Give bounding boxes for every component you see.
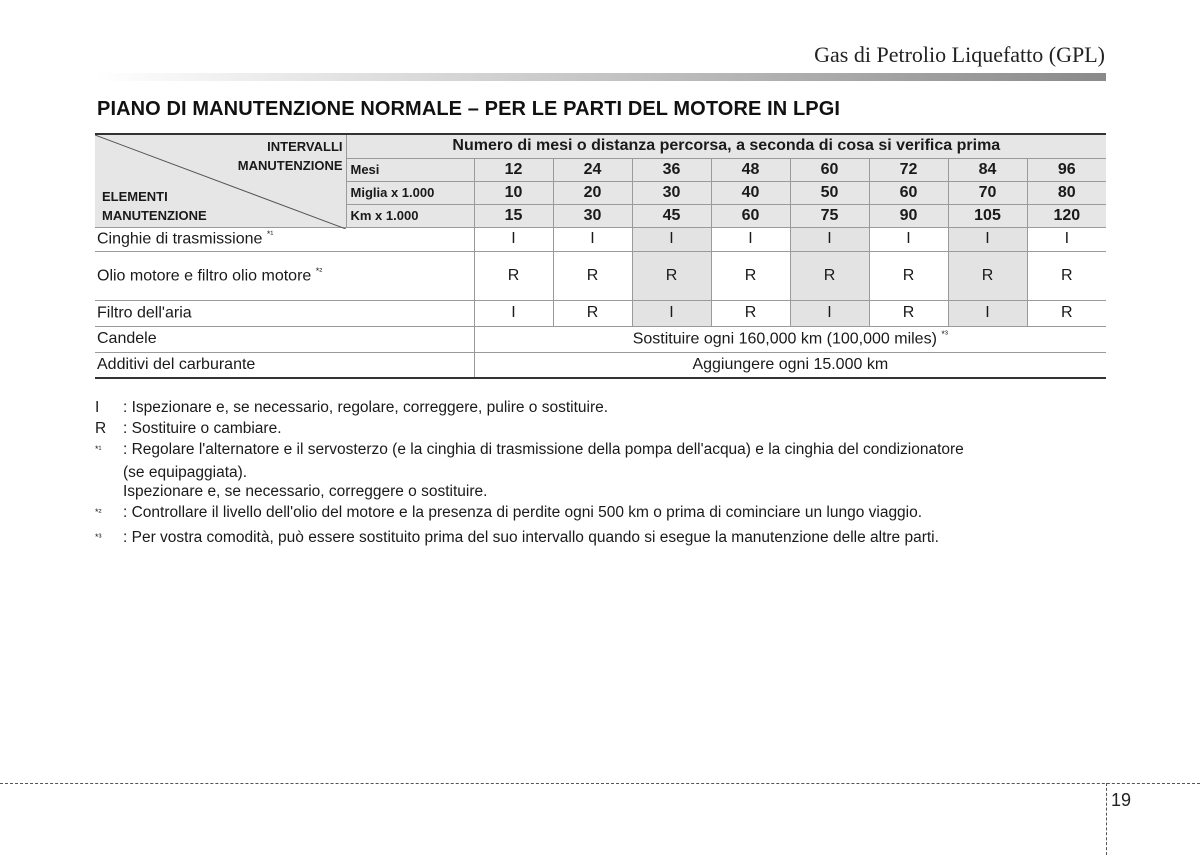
table-row [95, 352, 1106, 378]
action-cell: R [474, 251, 553, 300]
action-cell: I [474, 227, 553, 251]
interval-value: 105 [948, 204, 1027, 227]
action-cell: I [790, 227, 869, 251]
span-value: Sostituire ogni 160,000 km (100,000 miles) $^{*^3}$ [474, 326, 1106, 352]
item-name: Additivi del carburante [95, 352, 474, 378]
legend-item [95, 527, 1106, 552]
legend-item [95, 439, 1106, 464]
interval-value: 60 [711, 204, 790, 227]
interval-value: 12 [474, 158, 553, 181]
item-name: Candele [95, 326, 474, 352]
table-row [95, 300, 1106, 326]
legend-text: : Ispezionare e, se necessario, regolare, correggere, pulire o sostituire. [123, 399, 609, 416]
action-cell: I [632, 227, 711, 251]
item-name: Cinghie di trasmissione $^{*^1}$ [95, 227, 474, 251]
action-cell: R [790, 251, 869, 300]
interval-value: 72 [869, 158, 948, 181]
action-cell: I [553, 227, 632, 251]
legend-text-continuation: Ispezionare e, se necessario, correggere o sostituire. [123, 483, 488, 501]
legend-mark: I [95, 399, 100, 416]
interval-value: 30 [553, 204, 632, 227]
legend-item [95, 397, 1106, 418]
action-cell: R [1027, 300, 1106, 326]
action-cell: R [948, 251, 1027, 300]
interval-unit-months: Mesi [346, 158, 474, 181]
interval-value: 20 [553, 181, 632, 204]
legend-mark: *² [95, 507, 102, 518]
corner-label-intervals: INTERVALLI MANUTENZIONE [237, 139, 343, 173]
action-cell: R [711, 251, 790, 300]
page-number: 19 [1111, 790, 1132, 810]
action-cell: I [869, 227, 948, 251]
legend-mark: *³ [95, 532, 102, 543]
legend-text-continuation: (se equipaggiata). [123, 464, 248, 482]
action-cell: I [790, 300, 869, 326]
interval-value: 36 [632, 158, 711, 181]
interval-value: 70 [948, 181, 1027, 204]
interval-value: 10 [474, 181, 553, 204]
legend-item [95, 502, 1106, 527]
interval-value: 40 [711, 181, 790, 204]
legend-text: : Per vostra comodità, può essere sostituito prima del suo intervallo quando si esegue la manutenzione delle altre parti. [123, 529, 939, 547]
action-cell: R [632, 251, 711, 300]
interval-value: 80 [1027, 181, 1106, 204]
table-corner-header [95, 134, 346, 227]
interval-value: 48 [711, 158, 790, 181]
legend-text: : Regolare l'alternatore e il servosterzo (e la cinghia di trasmissione della pompa dell'acqua) e la cinghia del condizionatore [123, 441, 964, 458]
interval-value: 24 [553, 158, 632, 181]
interval-value: 120 [1027, 204, 1106, 227]
footer-divider [1106, 783, 1107, 855]
interval-value: 50 [790, 181, 869, 204]
section-title: Gas di Petrolio Liquefatto (GPL) [814, 42, 1105, 67]
title-rule [95, 73, 1106, 81]
page-heading: PIANO DI MANUTENZIONE NORMALE – PER LE PARTI DEL MOTORE IN LPGI [97, 98, 841, 120]
action-cell: R [869, 300, 948, 326]
action-cell: R [553, 251, 632, 300]
table-row [95, 227, 1106, 251]
action-cell: I [711, 227, 790, 251]
interval-value: 75 [790, 204, 869, 227]
footer-rule [0, 783, 1200, 784]
interval-value: 15 [474, 204, 553, 227]
interval-unit-miles: Miglia x 1.000 [346, 181, 474, 204]
interval-value: 45 [632, 204, 711, 227]
legend-mark: *¹ [95, 444, 102, 454]
interval-value: 96 [1027, 158, 1106, 181]
item-name: Olio motore e filtro olio motore $^{*^2}$ [95, 251, 474, 300]
legend-item [95, 418, 1106, 439]
legend-text: : Sostituire o cambiare. [123, 420, 282, 437]
corner-label-elements: ELEMENTI MANUTENZIONE [102, 188, 207, 223]
action-cell: I [948, 227, 1027, 251]
legend-text: : Controllare il livello dell'olio del motore e la presenza di perdite ogni 500 km o prima di cominciare un lungo viaggio. [123, 504, 923, 522]
action-cell: I [1027, 227, 1106, 251]
legend-mark: R [95, 420, 107, 437]
maintenance-table [95, 133, 1106, 379]
interval-value: 84 [948, 158, 1027, 181]
table-main-header: Numero di mesi o distanza percorsa, a seconda di cosa si verifica prima [346, 134, 1106, 158]
action-cell: R [553, 300, 632, 326]
interval-value: 60 [790, 158, 869, 181]
interval-value: 60 [869, 181, 948, 204]
action-cell: R [1027, 251, 1106, 300]
table-row [95, 326, 1106, 352]
action-cell: I [474, 300, 553, 326]
item-name: Filtro dell'aria [95, 300, 474, 326]
action-cell: R [869, 251, 948, 300]
legend [95, 397, 1106, 552]
span-value: Aggiungere ogni 15.000 km [474, 352, 1106, 378]
action-cell: I [632, 300, 711, 326]
interval-value: 30 [632, 181, 711, 204]
action-cell: I [948, 300, 1027, 326]
action-cell: R [711, 300, 790, 326]
interval-value: 90 [869, 204, 948, 227]
interval-unit-km: Km x 1.000 [346, 204, 474, 227]
table-row [95, 251, 1106, 300]
